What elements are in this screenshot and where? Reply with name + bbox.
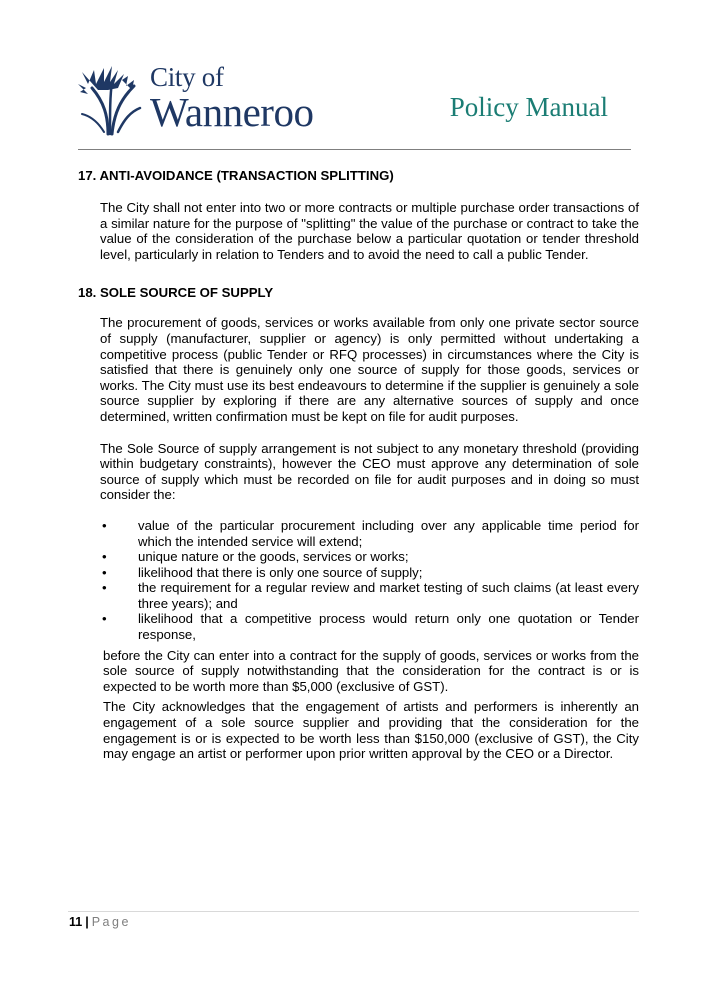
page-label: Page <box>91 915 131 929</box>
paragraph: The City acknowledges that the engagement of artists and performers is inherently an engagement of a sole source supplier and providing that the consideration for the engagement is or is expected to be worth less than $150,000 (exclusive of GST), the City may engage an artist or performer upon prior written approval by the CEO or a Director. <box>103 699 639 762</box>
city-logo <box>78 62 328 137</box>
list-item: • the requirement for a regular review and market testing of such claims (at least every three years); and <box>102 580 639 611</box>
page-number: 11 <box>69 915 83 929</box>
section-heading: 18. SOLE SOURCE OF SUPPLY <box>78 285 274 301</box>
header-divider <box>78 149 631 150</box>
footer-separator: | <box>85 915 89 929</box>
page-footer <box>69 915 131 929</box>
bullet-dot-icon: • <box>102 611 107 627</box>
paragraph: The procurement of goods, services or works available from only one private sector source of supply (manufacturer, supplier or agency) is only permitted without undertaking a competitive process (public Tender or RFQ processes) in circumstances where the City is satisfied that there is genuinely only one source of supply for those goods, services or works. The City must use its best endeavours to determine if the supplier is genuinely a sole source supplier by exploring if there are any alternative sources of supply and once determined, written confirmation must be kept on file for audit purposes. <box>100 315 639 424</box>
page-header <box>0 0 706 155</box>
bullet-dot-icon: • <box>102 564 107 580</box>
list-item: • likelihood that a competitive process would return only one quotation or Tender response, <box>102 611 639 643</box>
logo-city-name: Wanneroo <box>150 89 314 135</box>
list-item: • value of the particular procurement including over any applicable time period for which the intended service will extend; <box>102 517 639 549</box>
banksia-plant-icon <box>78 66 144 136</box>
bullet-dot-icon: • <box>102 580 107 596</box>
footer-divider <box>68 911 639 912</box>
list-item: • likelihood that there is only one source of supply; <box>102 564 423 580</box>
manual-title: Policy Manual <box>449 92 608 122</box>
logo-city-of: City of <box>150 62 224 92</box>
document-body <box>78 168 639 762</box>
list-item: • unique nature or the goods, services or works; <box>102 549 409 565</box>
bullet-dot-icon: • <box>102 517 107 533</box>
paragraph: The City shall not enter into two or more contracts or multiple purchase order transactions of a similar nature for the purpose of "splitting" the value of the purchase or contract to take the value of the consideration of the purchase below a particular quotation or tender threshold level, particularly in relation to Tenders and to avoid the need to call a public Tender. <box>100 200 639 262</box>
bullet-dot-icon: • <box>102 549 107 565</box>
paragraph: before the City can enter into a contract for the supply of goods, services or works from the sole source of supply notwithstanding that the consideration for the contract is or is expected to be worth more than $5,000 (exclusive of GST). <box>103 647 639 694</box>
section-heading: 17. ANTI-AVOIDANCE (TRANSACTION SPLITTING) <box>78 168 394 183</box>
criteria-list <box>102 518 639 643</box>
paragraph: The Sole Source of supply arrangement is not subject to any monetary threshold (providing within budgetary constraints), however the CEO must approve any determination of sole source of supply which must be recorded on file for audit purposes and in doing so must consider the: <box>100 440 639 503</box>
